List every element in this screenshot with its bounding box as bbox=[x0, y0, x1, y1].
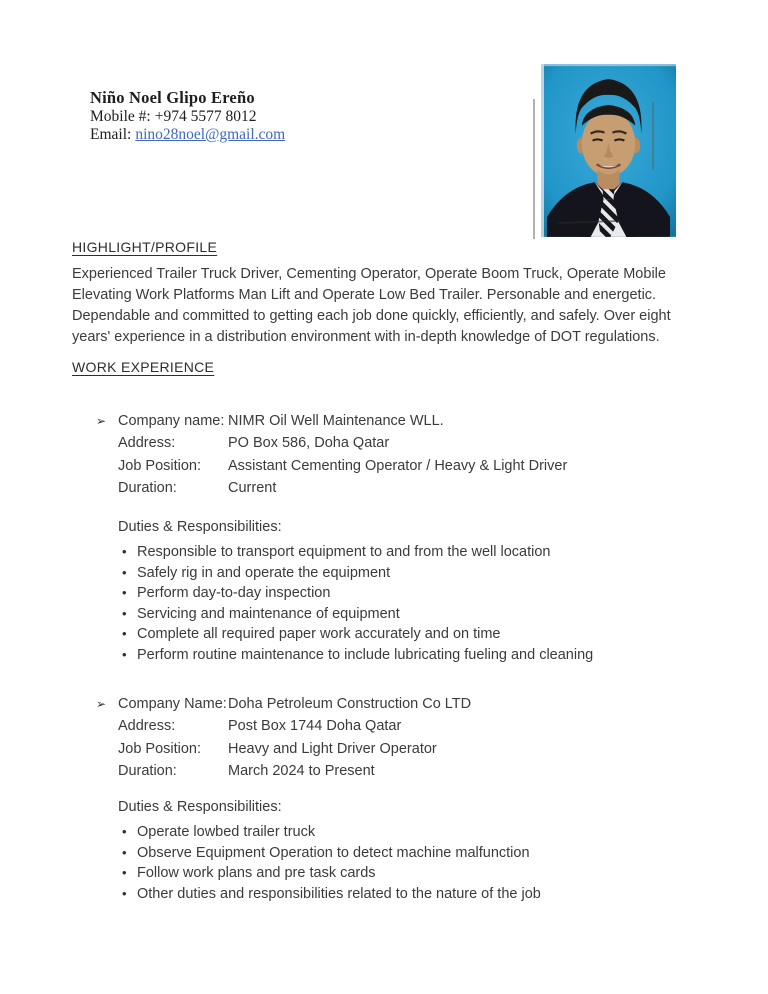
duty-text: Perform day-to-day inspection bbox=[137, 585, 331, 602]
dot-bullet-icon: • bbox=[122, 885, 127, 901]
bullet-spacer bbox=[96, 715, 118, 737]
dot-bullet-icon: • bbox=[122, 844, 127, 860]
duty-item bbox=[118, 604, 593, 625]
email-label: Email: bbox=[90, 126, 132, 143]
job-field-value: Doha Petroleum Construction Co LTD bbox=[228, 696, 472, 712]
duties-block bbox=[118, 517, 593, 666]
applicant-photo bbox=[541, 64, 676, 237]
duty-item bbox=[118, 863, 541, 884]
dot-bullet-icon: • bbox=[122, 824, 127, 839]
applicant-name: Niño Noel Glipo Ereño bbox=[90, 88, 255, 107]
mobile-line bbox=[90, 108, 285, 127]
job-field-row bbox=[96, 455, 567, 477]
duty-text: Observe Equipment Operation to detect machine malfunction bbox=[137, 844, 530, 861]
profile-line: Elevating Work Platforms Man Lift and Operate Low Bed Trailer. Personable and energetic. bbox=[72, 287, 657, 303]
duty-text: Responsible to transport equipment to and from the well location bbox=[137, 544, 551, 560]
job-field-row bbox=[96, 477, 567, 499]
dot-bullet-icon: • bbox=[122, 544, 127, 559]
job-field-row bbox=[96, 738, 471, 760]
mobile-label: Mobile #: bbox=[90, 107, 151, 125]
profile-line: years' experience in a distribution environment with in-depth knowledge of DOT regulations. bbox=[72, 329, 660, 345]
job-entry bbox=[96, 410, 567, 499]
job-field-label: Job Position: bbox=[118, 740, 202, 757]
job-field-row bbox=[96, 760, 471, 782]
applicant-photo-graphic bbox=[541, 64, 676, 237]
job-field-row bbox=[96, 715, 471, 737]
duties-block bbox=[118, 797, 541, 904]
job-field-label: Duration: bbox=[118, 479, 177, 496]
section-title-work-experience: WORK EXPERIENCE bbox=[72, 359, 215, 375]
job-field-label: Address: bbox=[118, 718, 176, 735]
duty-text: Perform routine maintenance to include lubricating fueling and cleaning bbox=[137, 646, 594, 663]
duty-item bbox=[118, 563, 593, 584]
bullet-spacer bbox=[96, 738, 118, 760]
dot-bullet-icon: • bbox=[122, 646, 127, 662]
dot-bullet-icon: • bbox=[122, 626, 127, 642]
email-link[interactable]: nino28noel@gmail.com bbox=[135, 126, 286, 143]
mobile-number: +974 5577 8012 bbox=[154, 107, 257, 125]
duty-text: Follow work plans and pre task cards bbox=[137, 865, 376, 882]
section-title-highlight-profile: HIGHLIGHT/PROFILE bbox=[72, 239, 218, 255]
job-field-value: Assistant Cementing Operator / Heavy & Light Driver bbox=[228, 457, 568, 474]
profile-line: Experienced Trailer Truck Driver, Cementing Operator, Operate Boom Truck, Operate Mobile bbox=[72, 266, 666, 282]
job-field-value: Heavy and Light Driver Operator bbox=[228, 740, 437, 757]
job-field-label: Job Position: bbox=[118, 457, 202, 474]
job-field-value: PO Box 586, Doha Qatar bbox=[228, 435, 390, 452]
duty-item bbox=[118, 822, 541, 843]
job-field-value: NIMR Oil Well Maintenance WLL. bbox=[228, 413, 444, 429]
email-line bbox=[90, 126, 285, 145]
profile-line: Dependable and committed to getting each job done quickly, efficiently, and safely. Over eight bbox=[72, 308, 671, 324]
duty-item bbox=[118, 645, 593, 666]
bullet-spacer bbox=[96, 455, 118, 477]
job-field-value: March 2024 to Present bbox=[228, 762, 375, 779]
duty-item bbox=[118, 884, 541, 905]
bullet-spacer bbox=[96, 760, 118, 782]
bullet-spacer bbox=[96, 432, 118, 454]
dot-bullet-icon: • bbox=[122, 585, 127, 601]
arrow-bullet-icon: ➢ bbox=[96, 414, 107, 428]
duty-item bbox=[118, 624, 593, 645]
duties-title: Duties & Responsibilities: bbox=[118, 519, 282, 535]
job-field-label: Company Name: bbox=[118, 696, 227, 712]
job-entry bbox=[96, 693, 471, 782]
duty-item bbox=[118, 542, 593, 563]
job-field-row bbox=[96, 432, 567, 454]
job-field-row bbox=[96, 410, 567, 432]
job-field-label: Address: bbox=[118, 435, 176, 452]
dot-bullet-icon: • bbox=[122, 865, 127, 881]
contact-block bbox=[90, 89, 285, 145]
job-field-value: Current bbox=[228, 479, 277, 496]
photo-tie bbox=[603, 189, 615, 199]
duty-text: Complete all required paper work accurately and on time bbox=[137, 626, 501, 643]
job-field-row bbox=[96, 693, 471, 715]
dot-bullet-icon: • bbox=[122, 564, 127, 580]
duty-text: Operate lowbed trailer truck bbox=[137, 824, 316, 840]
duty-item bbox=[118, 843, 541, 864]
duty-text: Servicing and maintenance of equipment bbox=[137, 605, 400, 622]
dot-bullet-icon: • bbox=[122, 605, 127, 621]
scan-artifact-line bbox=[533, 99, 535, 239]
duties-title: Duties & Responsibilities: bbox=[118, 799, 282, 815]
job-field-label: Company name: bbox=[118, 413, 225, 429]
job-field-label: Duration: bbox=[118, 762, 177, 779]
duty-item bbox=[118, 583, 593, 604]
duty-text: Safely rig in and operate the equipment bbox=[137, 564, 391, 581]
profile-paragraph bbox=[72, 264, 732, 348]
arrow-bullet-icon: ➢ bbox=[96, 697, 107, 711]
duty-text: Other duties and responsibilities related to the nature of the job bbox=[137, 885, 541, 902]
bullet-spacer bbox=[96, 477, 118, 499]
job-field-value: Post Box 1744 Doha Qatar bbox=[228, 718, 402, 735]
